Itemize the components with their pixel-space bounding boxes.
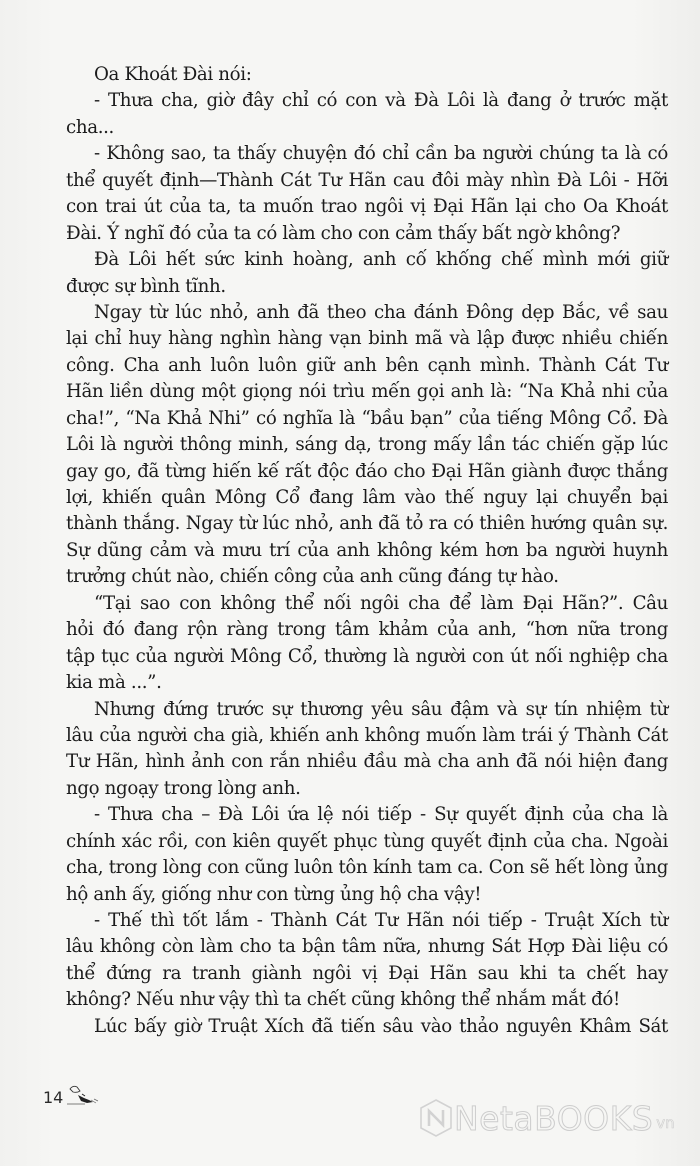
text-line: không? Nếu như vậy thì ta chết cũng không thể nhắm mắt đó! — [66, 989, 620, 1011]
text-line: lâu của người cha già, khiến anh không muốn làm trái ý Thành Cát — [66, 724, 668, 746]
text-line: lại chỉ huy hàng nghìn hàng vạn binh mã và lập được nhiều chiến — [66, 328, 668, 350]
text-line: Lôi là người thông minh, sáng dạ, trong mấy lần tác chiến gặp lúc — [66, 434, 668, 456]
text-line: công. Cha anh luôn luôn giữ anh bên cạnh mình. Thành Cát Tư — [66, 354, 668, 376]
watermark-suffix: vn — [656, 1114, 675, 1132]
horse-rider-ornament-icon — [67, 1083, 103, 1107]
text-line: Đài. Ý nghĩ đó của ta có làm cho con cảm thấy bất ngờ không? — [66, 222, 621, 244]
text-line: Hãn liền dùng một giọng nói trìu mến gọi anh là: “Na Khả nhi của — [66, 381, 668, 403]
text-line: chính xác rồi, con kiên quyết phục tùng quyết định của cha. Ngoài — [66, 830, 668, 852]
text-line: Đà Lôi hết sức kinh hoàng, anh cố khống chế mình mới giữ — [94, 249, 668, 271]
page-footer — [43, 1083, 103, 1107]
text-line: Sự dũng cảm và mưu trí của anh không kém hơn ba người huynh — [66, 539, 668, 561]
text-line: hỏi đó đang rộn ràng trong tâm khảm của anh, “hơn nữa trong — [66, 619, 668, 641]
text-line: Lúc bấy giờ Truật Xích đã tiến sâu vào thảo nguyên Khâm Sát — [94, 1015, 668, 1037]
text-line: - Không sao, ta thấy chuyện đó chỉ cần ba người chúng ta là có — [94, 143, 668, 165]
text-line: lợi, khiến quân Mông Cổ đang lâm vào thế nguy lại chuyển bại — [66, 487, 668, 508]
text-line: được sự bình tĩnh. — [66, 275, 226, 297]
watermark-text: NetaBOOKS — [454, 1098, 654, 1138]
text-line: thành thắng. Ngay từ lúc nhỏ, anh đã tỏ ra có thiên hướng quân sự. — [66, 513, 668, 535]
text-line: cha, trong lòng con cũng luôn tôn kính tam ca. Con sẽ hết lòng ủng — [66, 857, 668, 879]
text-line: ngọ ngoạy trong lòng anh. — [66, 777, 301, 799]
text-line: cha!”, “Na Khả Nhi” có nghĩa là “bầu bạn” của tiếng Mông Cổ. Đà — [66, 407, 668, 429]
text-line: - Thưa cha – Đà Lôi ứa lệ nói tiếp - Sự quyết định của cha là — [94, 804, 668, 826]
text-line: thể quyết định—Thành Cát Tư Hãn cau đôi mày nhìn Đà Lôi - Hỡi — [66, 169, 668, 191]
text-line: hộ anh ấy, giống như con từng ủng hộ cha vậy! — [66, 883, 482, 905]
text-line: lâu không còn làm cho ta bận tâm nữa, nhưng Sát Hợp Đài liệu có — [66, 936, 668, 958]
text-line: cha... — [66, 116, 114, 138]
page-number: 14 — [43, 1088, 64, 1107]
text-line: trưởng chút nào, chiến công của anh cũng đáng tự hào. — [66, 566, 559, 588]
text-line: con trai út của ta, ta muốn trao ngôi vị Đại Hãn lại cho Oa Khoát — [66, 196, 668, 218]
body-text — [66, 62, 668, 1040]
text-line: kia mà ...”. — [66, 672, 162, 694]
text-line: Oa Khoát Đài nói: — [94, 64, 252, 85]
text-line: thể đứng ra tranh giành ngôi vị Đại Hãn sau khi ta chết hay — [66, 962, 668, 984]
text-line: Ngay từ lúc nhỏ, anh đã theo cha đánh Đông dẹp Bắc, về sau — [94, 301, 668, 323]
text-line: - Thế thì tốt lắm - Thành Cát Tư Hãn nói tiếp - Truật Xích từ — [94, 910, 668, 931]
netabooks-logo-icon — [418, 1098, 454, 1138]
netabooks-watermark — [418, 1098, 675, 1138]
text-line: tập tục của người Mông Cổ, thường là người con út nối nghiệp cha — [66, 645, 668, 667]
text-line: Tư Hãn, hình ảnh con rắn nhiều đầu mà cha anh đã nói hiện đang — [66, 751, 668, 773]
text-line: - Thưa cha, giờ đây chỉ có con và Đà Lôi là đang ở trước mặt — [94, 90, 668, 112]
text-line: “Tại sao con không thể nối ngôi cha để làm Đại Hãn?”. Câu — [94, 592, 668, 614]
text-line: Nhưng đứng trước sự thương yêu sâu đậm và sự tín nhiệm từ — [94, 698, 668, 720]
text-line: gay go, đã từng hiến kế rất độc đáo cho Đại Hãn giành được thắng — [66, 460, 668, 482]
